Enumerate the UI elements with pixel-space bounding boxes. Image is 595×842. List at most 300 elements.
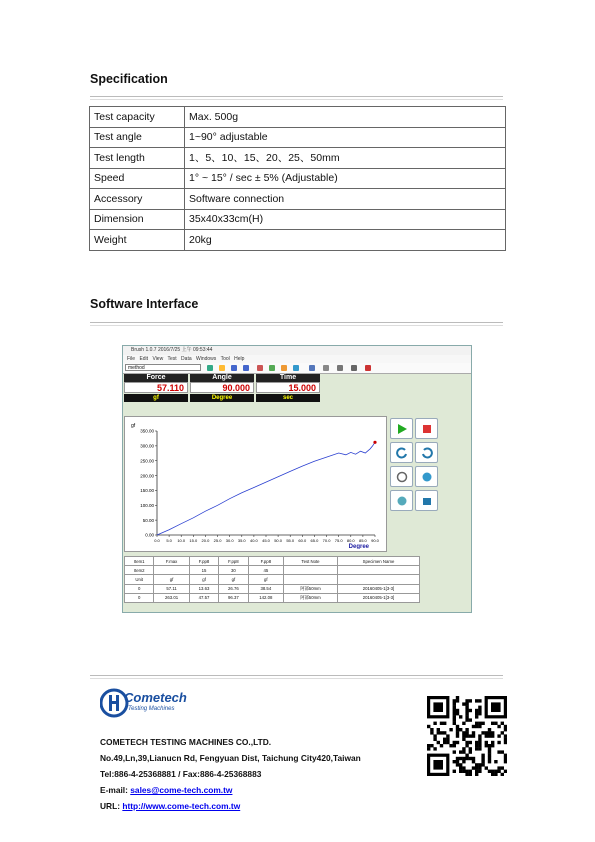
table-cell: gf (189, 575, 218, 584)
qr-module (491, 744, 494, 747)
qr-module (456, 760, 459, 763)
qr-module (501, 773, 504, 776)
qr-module (433, 738, 436, 741)
qr-module (453, 699, 456, 702)
spec-label: Test length (90, 148, 185, 169)
qr-module (504, 754, 507, 757)
table-cell: F.pp8 (189, 557, 218, 566)
x-tick-label: 65.0 (310, 538, 319, 543)
x-tick-label: 35.0 (237, 538, 246, 543)
toolbar-icon[interactable] (219, 365, 225, 371)
qr-module (494, 773, 497, 776)
qr-module (465, 706, 468, 709)
qr-module (475, 722, 478, 725)
readout-unit: gf (124, 394, 188, 402)
company-phone: Tel:886-4-25368881 / Fax:886-4-25368883 (100, 769, 262, 779)
qr-module (491, 722, 494, 725)
readout-label: Time (256, 374, 320, 382)
qr-module (465, 699, 468, 702)
qr-module (475, 725, 478, 728)
x-tick-label: 80.0 (346, 538, 355, 543)
qr-module (437, 741, 440, 744)
qr-module (472, 734, 475, 737)
toolbar-icon[interactable] (309, 365, 315, 371)
stop-icon[interactable] (415, 418, 438, 439)
x-tick-label: 0.0 (154, 538, 160, 543)
qr-module (491, 702, 501, 712)
report-icon[interactable] (390, 490, 413, 511)
qr-module (427, 725, 430, 728)
qr-module (481, 763, 484, 766)
toolbar-icon[interactable] (243, 365, 249, 371)
qr-module (427, 747, 430, 750)
table-cell: 30 (219, 566, 248, 575)
table-cell: Unit (125, 575, 154, 584)
x-tick-label: 25.0 (213, 538, 222, 543)
qr-module (475, 715, 478, 718)
table-cell (284, 566, 338, 575)
spec-label: Test angle (90, 127, 185, 148)
qr-module (462, 750, 465, 753)
qr-module (437, 731, 440, 734)
window-title: Brush 1.0.7 2016/7/25 上午 09:53:44 (123, 346, 471, 355)
divider (90, 675, 503, 679)
table-row (125, 575, 420, 584)
table-cell: 0 (125, 593, 154, 602)
readout-value: 90.000 (190, 382, 254, 393)
qr-module (465, 702, 468, 705)
qr-module (430, 728, 433, 731)
qr-module (475, 744, 478, 747)
qr-module (440, 722, 443, 725)
qr-module (478, 725, 481, 728)
qr-module (459, 770, 462, 773)
qr-module (478, 699, 481, 702)
qr-module (497, 766, 500, 769)
toolbar-icon[interactable] (257, 365, 263, 371)
table-cell: 96.37 (219, 593, 248, 602)
qr-module (501, 722, 504, 725)
qr-module (469, 734, 472, 737)
y-tick-label: 350.00 (140, 428, 154, 434)
table-cell: Item2 (125, 566, 154, 575)
y-tick-label: 0.00 (145, 532, 154, 538)
qr-module (465, 712, 468, 715)
table-cell: 13.63 (189, 584, 218, 593)
qr-module (453, 706, 456, 709)
url-label: URL: (100, 801, 123, 811)
qr-module (427, 744, 430, 747)
readout-unit: sec (256, 394, 320, 402)
toolbar-icon[interactable] (323, 365, 329, 371)
spec-row (90, 189, 506, 210)
table-cell (284, 575, 338, 584)
qr-module (433, 702, 443, 712)
qr-module (453, 702, 456, 705)
qr-module (494, 722, 497, 725)
qr-module (475, 770, 478, 773)
qr-module (469, 757, 472, 760)
qr-module (430, 744, 433, 747)
email-label: E-mail: (100, 785, 131, 795)
qr-module (485, 734, 488, 737)
qr-module (465, 709, 468, 712)
table-cell: F.pp8 (248, 557, 283, 566)
qr-module (456, 731, 459, 734)
spec-value: 35x40x33cm(H) (185, 209, 506, 230)
x-tick-label: 90.0 (371, 538, 379, 543)
qr-module (478, 770, 481, 773)
qr-module (504, 770, 507, 773)
qr-module (465, 744, 468, 747)
company-email-line (100, 785, 232, 795)
table-row (125, 566, 420, 575)
toolbar-icon[interactable] (293, 365, 299, 371)
qr-module (437, 728, 440, 731)
qr-module (449, 744, 452, 747)
divider (90, 96, 503, 100)
qr-module (504, 741, 507, 744)
qr-module (497, 741, 500, 744)
qr-module (433, 747, 436, 750)
qr-module (481, 754, 484, 757)
qr-module (478, 741, 481, 744)
table-cell: 20160405-1[3-3] (337, 584, 419, 593)
table-cell (337, 575, 419, 584)
y-tick-label: 200.00 (140, 473, 154, 479)
qr-module (465, 728, 468, 731)
qr-module (446, 741, 449, 744)
qr-module (478, 706, 481, 709)
readout-label: Force (124, 374, 188, 382)
x-tick-label: 15.0 (189, 538, 198, 543)
qr-module (446, 734, 449, 737)
y-tick-label: 150.00 (140, 488, 154, 494)
qr-module (491, 741, 494, 744)
qr-module (453, 770, 456, 773)
qr-module (497, 770, 500, 773)
qr-module (456, 709, 459, 712)
logo-name: Cometech (124, 690, 187, 705)
table-cell: 57.11 (154, 584, 189, 593)
spec-label: Speed (90, 168, 185, 189)
qr-module (504, 760, 507, 763)
toolbar-icon[interactable] (281, 365, 287, 371)
spec-row (90, 127, 506, 148)
qr-module (501, 731, 504, 734)
qr-module (469, 709, 472, 712)
export-icon[interactable] (415, 490, 438, 511)
readout-value: 57.110 (124, 382, 188, 393)
qr-module (453, 722, 456, 725)
qr-module (440, 731, 443, 734)
qr-module (478, 738, 481, 741)
qr-module (472, 731, 475, 734)
y-tick-label: 250.00 (140, 458, 154, 464)
qr-module (465, 754, 468, 757)
table-cell: 263.01 (154, 593, 189, 602)
table-cell: 142.08 (248, 593, 283, 602)
qr-module (478, 709, 481, 712)
qr-module (459, 757, 462, 760)
toolbar-icon[interactable] (231, 365, 237, 371)
qr-module (472, 725, 475, 728)
qr-module (459, 750, 462, 753)
x-tick-label: 60.0 (298, 538, 307, 543)
toolbar-icon[interactable] (351, 365, 357, 371)
x-tick-label: 30.0 (225, 538, 234, 543)
qr-module (469, 770, 472, 773)
qr-module (453, 718, 456, 721)
table-cell (154, 566, 189, 575)
qr-module (453, 712, 456, 715)
table-cell: Specimen Name (337, 557, 419, 566)
qr-module (443, 722, 446, 725)
qr-module (469, 747, 472, 750)
gauge-icon[interactable] (390, 466, 413, 487)
qr-module (485, 744, 488, 747)
qr-module (481, 760, 484, 763)
table-cell: 20160405-1[3-3] (337, 593, 419, 602)
divider (90, 322, 503, 326)
play-icon[interactable] (390, 418, 413, 439)
qr-module (497, 734, 500, 737)
qr-module (488, 750, 491, 753)
spec-value: 1~90° adjustable (185, 127, 506, 148)
data-point-max (373, 441, 376, 444)
qr-module (433, 734, 436, 737)
qr-module (433, 722, 436, 725)
qr-module (475, 741, 478, 744)
x-tick-label: 75.0 (334, 538, 343, 543)
qr-module (462, 757, 465, 760)
qr-module (465, 773, 468, 776)
table-cell: 47.57 (189, 593, 218, 602)
qr-module (488, 754, 491, 757)
table-cell: 26.76 (219, 584, 248, 593)
software-heading: Software Interface (90, 297, 199, 311)
qr-module (494, 760, 497, 763)
qr-module (462, 760, 465, 763)
company-address: No.49,Ln,39,Lianucn Rd, Fengyuan Dist, Taichung City420,Taiwan (100, 753, 361, 763)
spec-label: Test capacity (90, 107, 185, 128)
company-url-line (100, 801, 240, 811)
qr-module (469, 699, 472, 702)
redo-icon[interactable] (390, 442, 413, 463)
qr-module (478, 763, 481, 766)
qr-module (462, 722, 465, 725)
x-tick-label: 20.0 (201, 538, 210, 543)
scan-icon[interactable] (415, 466, 438, 487)
spec-label: Weight (90, 230, 185, 251)
qr-module (465, 734, 468, 737)
qr-module (504, 728, 507, 731)
qr-module (430, 731, 433, 734)
spec-label: Dimension (90, 209, 185, 230)
qr-module (475, 747, 478, 750)
logo-tagline: Testing Machines (128, 706, 175, 712)
qr-module (459, 715, 462, 718)
angle-readout (190, 374, 254, 402)
readout-value: 15.000 (256, 382, 320, 393)
qr-module (456, 725, 459, 728)
qr-module (465, 757, 468, 760)
table-cell: Item1 (125, 557, 154, 566)
qr-module (462, 747, 465, 750)
company-logo (100, 686, 200, 725)
table-cell: gf (248, 575, 283, 584)
software-window (122, 345, 472, 613)
qr-module (443, 738, 446, 741)
qr-module (475, 699, 478, 702)
qr-module (472, 757, 475, 760)
qr-module (456, 757, 459, 760)
table-cell (337, 566, 419, 575)
table-cell: F.pp8 (219, 557, 248, 566)
table-cell: 38.54 (248, 584, 283, 593)
x-tick-label: 50.0 (274, 538, 283, 543)
qr-module (501, 750, 504, 753)
spec-value: 20kg (185, 230, 506, 251)
qr-module (453, 744, 456, 747)
qr-module (462, 738, 465, 741)
email-link[interactable]: sales@come-tech.com.tw (130, 785, 233, 795)
chart-panel (124, 416, 387, 552)
x-tick-label: 85.0 (358, 538, 367, 543)
qr-module (504, 725, 507, 728)
spec-row (90, 107, 506, 128)
qr-module (478, 734, 481, 737)
qr-module (465, 715, 468, 718)
table-cell: 阿部50mm (284, 593, 338, 602)
method-select[interactable]: method (125, 364, 201, 371)
menu-bar[interactable]: File Edit View Test Data Windows Tool Help (123, 355, 471, 363)
spec-value: 1、5、10、15、20、25、50mm (185, 148, 506, 169)
table-row (125, 557, 420, 566)
qr-module (481, 722, 484, 725)
undo-icon[interactable] (415, 442, 438, 463)
x-tick-label: 10.0 (177, 538, 186, 543)
table-cell: gf (219, 575, 248, 584)
qr-module (465, 718, 468, 721)
toolbar-icon[interactable] (207, 365, 213, 371)
qr-module (478, 744, 481, 747)
qr-module (488, 747, 491, 750)
readout-label: Angle (190, 374, 254, 382)
qr-module (465, 731, 468, 734)
spec-value: 1° ~ 15° / sec ± 5% (Adjustable) (185, 168, 506, 189)
qr-module (475, 773, 478, 776)
qr-module (491, 731, 494, 734)
x-axis-label: Degree (348, 544, 369, 549)
table-cell: gf (154, 575, 189, 584)
qr-module (456, 696, 459, 699)
series-line (157, 442, 375, 535)
qr-module (497, 725, 500, 728)
qr-module (453, 760, 456, 763)
qr-module (488, 757, 491, 760)
qr-module (462, 731, 465, 734)
force-angle-chart (125, 417, 384, 549)
qr-module (494, 770, 497, 773)
x-tick-label: 70.0 (322, 538, 331, 543)
qr-module (462, 770, 465, 773)
toolbar-icon[interactable] (365, 365, 371, 371)
spec-row (90, 148, 506, 169)
qr-module (469, 773, 472, 776)
qr-module (504, 738, 507, 741)
force-readout (124, 374, 188, 402)
qr-module (469, 718, 472, 721)
qr-module (469, 741, 472, 744)
table-cell: 15 (189, 566, 218, 575)
qr-module (488, 760, 491, 763)
table-cell: Test Note (284, 557, 338, 566)
qr-module (453, 741, 456, 744)
qr-module (488, 770, 491, 773)
qr-module (491, 770, 494, 773)
qr-module (504, 757, 507, 760)
qr-module (481, 757, 484, 760)
qr-module (453, 715, 456, 718)
spec-value: Software connection (185, 189, 506, 210)
y-tick-label: 50.00 (142, 517, 154, 523)
qr-module (443, 731, 446, 734)
qr-module (472, 760, 475, 763)
readout-unit: Degree (190, 394, 254, 402)
table-cell: F.max (154, 557, 189, 566)
toolbar-icon[interactable] (337, 365, 343, 371)
qr-module (475, 712, 478, 715)
qr-module (491, 734, 494, 737)
qr-module (497, 750, 500, 753)
qr-module (459, 763, 462, 766)
company-name: COMETECH TESTING MACHINES CO.,LTD. (100, 737, 272, 747)
table-cell: 0 (125, 584, 154, 593)
qr-module (459, 766, 462, 769)
qr-module (465, 741, 468, 744)
qr-module (472, 766, 475, 769)
toolbar (123, 363, 471, 374)
toolbar-icon[interactable] (269, 365, 275, 371)
table-cell: 45 (248, 566, 283, 575)
qr-module (456, 734, 459, 737)
qr-module (475, 766, 478, 769)
qr-module (488, 731, 491, 734)
qr-module (446, 738, 449, 741)
qr-module (475, 763, 478, 766)
qr-module (456, 699, 459, 702)
qr-module (485, 731, 488, 734)
table-row (125, 584, 420, 593)
spec-row (90, 230, 506, 251)
spec-heading: Specification (90, 72, 168, 86)
y-tick-label: 300.00 (140, 443, 154, 449)
y-axis-label: gf (131, 423, 136, 429)
qr-module (491, 773, 494, 776)
qr-module (456, 763, 459, 766)
x-tick-label: 45.0 (262, 538, 270, 543)
qr-module (501, 766, 504, 769)
qr-module (504, 734, 507, 737)
y-tick-label: 100.00 (140, 502, 154, 508)
qr-module (478, 712, 481, 715)
qr-module (433, 760, 443, 770)
qr-module (462, 702, 465, 705)
x-tick-label: 5.0 (166, 538, 172, 543)
url-link[interactable]: http://www.come-tech.com.tw (122, 801, 241, 811)
results-table (124, 556, 420, 603)
